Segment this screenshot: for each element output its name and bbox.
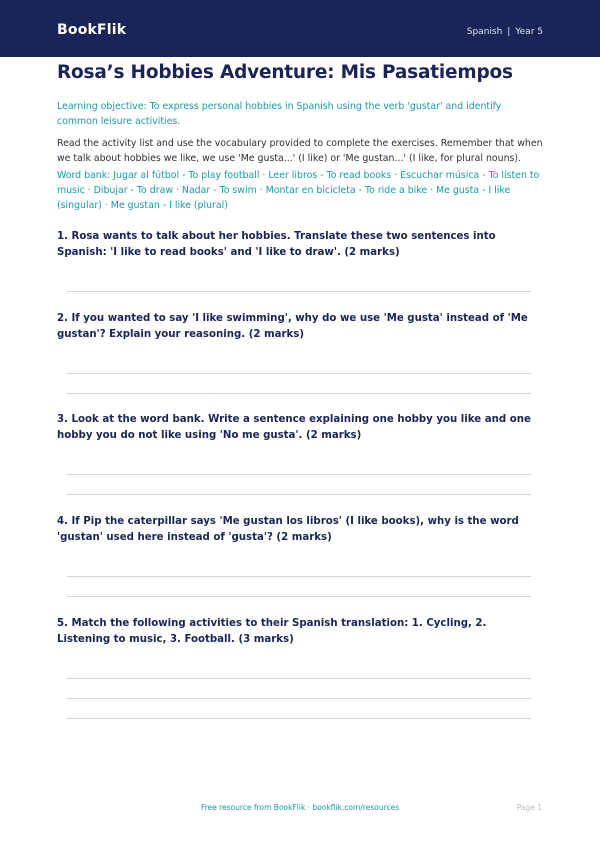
answer-line[interactable] (67, 373, 531, 374)
answer-line[interactable] (67, 698, 531, 699)
answer-line[interactable] (67, 291, 531, 292)
question-text: 1. Rosa wants to talk about her hobbies. Translate these two sentences into Spanish: 'I like to read books' and 'I like to draw'. (2 marks) (57, 231, 496, 258)
question-text: 5. Match the following activities to their Spanish translation: 1. Cycling, 2. Listening to music, 3. Football. (3 marks) (57, 618, 487, 645)
subject-label: Spanish (466, 27, 503, 37)
subject-year-label (467, 27, 543, 37)
question-text: 4. If Pip the caterpillar says 'Me gustan los libros' (I like books), why is the word 'gustan' used here instead of 'gusta'? (2 marks) (57, 516, 519, 543)
answer-line[interactable] (67, 596, 531, 597)
page-title: Rosa’s Hobbies Adventure: Mis Pasatiempos (57, 62, 513, 83)
word-bank: Word bank: Jugar al fútbol - To play football · Leer libros - To read books · Escuchar música - To listen to music · Dibujar - To draw · Nadar - To swim · Montar en bicicleta - To ride a bike · Me gusta - I like (singular) · Me gustan - I like (plural) (57, 170, 540, 211)
question-text: 2. If you wanted to say 'I like swimming', why do we use 'Me gusta' instead of 'Me gustan'? Explain your reasoning. (2 marks) (57, 313, 528, 340)
answer-line[interactable] (67, 393, 531, 394)
answer-line[interactable] (67, 678, 531, 679)
footer-resource-link[interactable]: Free resource from BookFlik · bookflik.com/resources (200, 803, 400, 812)
question-5 (57, 616, 543, 648)
question-2 (57, 311, 543, 343)
question-text: 3. Look at the word bank. Write a sentence explaining one hobby you like and one hobby you do not like using 'No me gusta'. (2 marks) (57, 414, 531, 441)
instructions-text: Read the activity list and use the vocabulary provided to complete the exercises. Remember that when we talk about hobbies we like, we use 'Me gusta...' (I like) or 'Me gustan...' (I like, for plural nouns). (57, 138, 543, 164)
answer-line[interactable] (67, 494, 531, 495)
page-number: Page 1 (516, 803, 542, 812)
subject-separator: | (507, 27, 511, 37)
answer-line[interactable] (67, 576, 531, 577)
year-label: Year 5 (515, 27, 543, 37)
header-bar (0, 0, 600, 57)
question-4 (57, 514, 543, 546)
answer-line[interactable] (67, 474, 531, 475)
answer-line[interactable] (67, 718, 531, 719)
learning-objective: Learning objective: To express personal hobbies in Spanish using the verb 'gustar' and identify common leisure activities. (57, 101, 502, 127)
question-3 (57, 412, 543, 444)
question-1 (57, 229, 543, 261)
brand-logo-text[interactable]: BookFlik (57, 22, 127, 38)
